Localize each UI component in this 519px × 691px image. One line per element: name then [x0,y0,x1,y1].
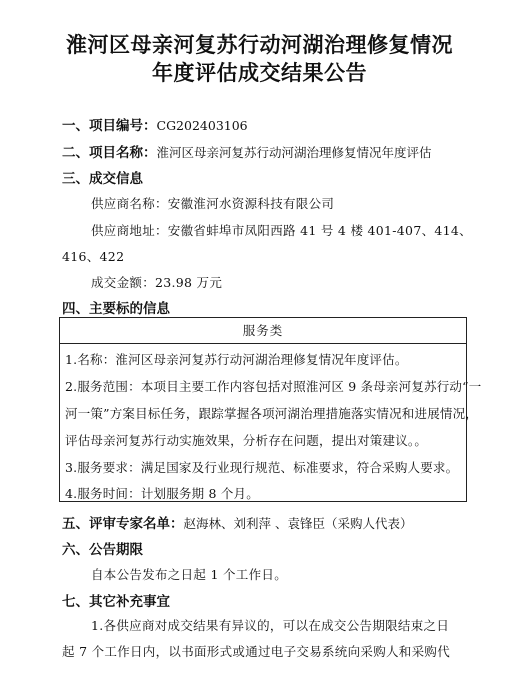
table-header: 服务类 [60,318,466,344]
project-name-value: 淮河区母亲河复苏行动河湖治理修复情况年度评估 [156,145,432,160]
other-matters-line-2: 起 7 个工作日内，以书面形式或通过电子交易系统向采购人和采购代 [62,644,451,659]
project-name-row [62,141,432,161]
experts-label: 五、评审专家名单： [62,516,184,532]
project-number-row [62,114,248,134]
deal-info-heading: 三、成交信息 [62,171,143,187]
subject-item: 河一策”方案目标任务，跟踪掌握各项河湖治理措施落实情况和进展情况， [65,406,478,421]
deal-amount: 成交金额：23.98 万元 [91,275,223,290]
project-number-value: CG202403106 [156,118,248,133]
subject-item: 2.服务范围：本项目主要工作内容包括对照淮河区 9 条母亲河复苏行动“一 [65,379,482,394]
other-matters-heading: 七、其它补充事宜 [62,594,170,610]
document-title-line-2: 年度评估成交结果公告 [152,61,367,85]
subject-item: 3.服务要求：满足国家及行业现行规范、标准要求，符合采购人要求。 [65,460,459,475]
announcement-period-heading: 六、公告期限 [62,542,143,558]
project-number-label: 一、项目编号： [62,118,157,134]
subject-item: 1.名称：淮河区母亲河复苏行动河湖治理修复情况年度评估。 [65,352,408,367]
main-subject-table [59,317,482,502]
subject-item: 4.服务时间：计划服务期 8 个月。 [65,486,259,501]
other-matters-line-1: 1.各供应商对成交结果有异议的，可以在成交公告期限结束之日 [91,618,450,633]
supplier-address-line-1: 供应商地址：安徽省蚌埠市凤阳西路 41 号 4 楼 401-407、414、 [91,223,472,238]
supplier-name: 供应商名称：安徽淮河水资源科技有限公司 [91,196,335,211]
announcement-period-text: 自本公告发布之日起 1 个工作日。 [91,567,288,582]
experts-row [62,512,412,532]
document-title-line-1: 淮河区母亲河复苏行动河湖治理修复情况 [66,33,453,57]
main-subject-heading: 四、主要标的信息 [62,301,170,317]
experts-value: 赵海林、刘利萍 、袁锋臣（采购人代表） [183,516,413,531]
project-name-label: 二、项目名称： [62,145,157,161]
subject-item: 评估母亲河复苏行动实施效果，分析存在问题，提出对策建议。。 [65,433,428,448]
supplier-address-line-2: 416、422 [62,249,125,264]
